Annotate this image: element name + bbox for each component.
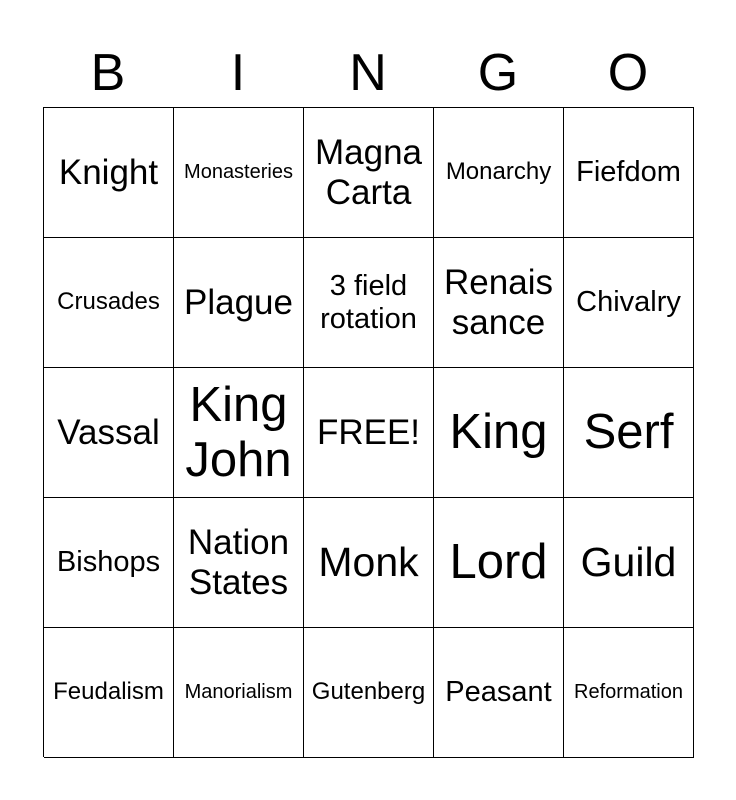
bingo-cell: [434, 238, 564, 368]
cell-text: Monk: [318, 538, 419, 585]
header-letter-b: B: [90, 44, 126, 102]
cell-text: Knight: [58, 152, 159, 192]
bingo-cell: [434, 368, 564, 498]
header-letter-g: G: [477, 44, 519, 102]
bingo-cell: [44, 108, 174, 238]
cell-text: Monarchy: [445, 158, 552, 186]
cell-text: Chivalry: [576, 286, 681, 319]
cell-text: Plague: [184, 282, 293, 322]
cell-text: Lord: [449, 535, 548, 590]
header-letter-i: I: [230, 44, 246, 102]
cell-text: King: [449, 405, 548, 460]
bingo-cell: [304, 238, 434, 368]
bingo-cell: [304, 108, 434, 238]
bingo-cell: [304, 628, 434, 758]
bingo-cell: [564, 498, 694, 628]
bingo-cell: [434, 628, 564, 758]
bingo-cell: [44, 238, 174, 368]
cell-text: Peasant: [445, 676, 552, 709]
bingo-cell: [564, 238, 694, 368]
header-letter-o: O: [607, 44, 649, 102]
cell-text: Manorialism: [184, 681, 293, 704]
bingo-cell: [434, 108, 564, 238]
bingo-cell: [564, 108, 694, 238]
bingo-cell: [174, 368, 304, 498]
bingo-board: [43, 107, 694, 757]
cell-text: Serf: [583, 405, 674, 460]
bingo-cell: [174, 628, 304, 758]
cell-text: Feudalism: [53, 678, 164, 706]
bingo-cell: [44, 368, 174, 498]
bingo-cell: [44, 628, 174, 758]
bingo-cell: [174, 498, 304, 628]
cell-text: Vassal: [57, 412, 160, 452]
cell-text: Fiefdom: [576, 156, 681, 189]
cell-text: Renais sance: [444, 263, 553, 342]
bingo-cell: [564, 628, 694, 758]
cell-text: Guild: [580, 538, 677, 585]
cell-text: Reformation: [574, 681, 683, 704]
cell-text: King John: [185, 377, 292, 487]
header-letter-n: N: [349, 44, 387, 102]
bingo-cell: [44, 498, 174, 628]
cell-text: Crusades: [57, 288, 160, 316]
cell-text: Magna Carta: [314, 133, 423, 212]
cell-text: FREE!: [316, 412, 421, 452]
bingo-cell: [564, 368, 694, 498]
cell-text: 3 field rotation: [320, 270, 417, 335]
cell-text: Gutenberg: [311, 678, 426, 706]
cell-text: Monasteries: [184, 161, 293, 184]
bingo-header: [43, 40, 693, 106]
free-space-cell: [304, 368, 434, 498]
cell-text: Bishops: [56, 546, 161, 579]
bingo-cell: [174, 108, 304, 238]
bingo-cell: [304, 498, 434, 628]
bingo-cell: [174, 238, 304, 368]
bingo-cell: [434, 498, 564, 628]
cell-text: Nation States: [187, 523, 290, 602]
